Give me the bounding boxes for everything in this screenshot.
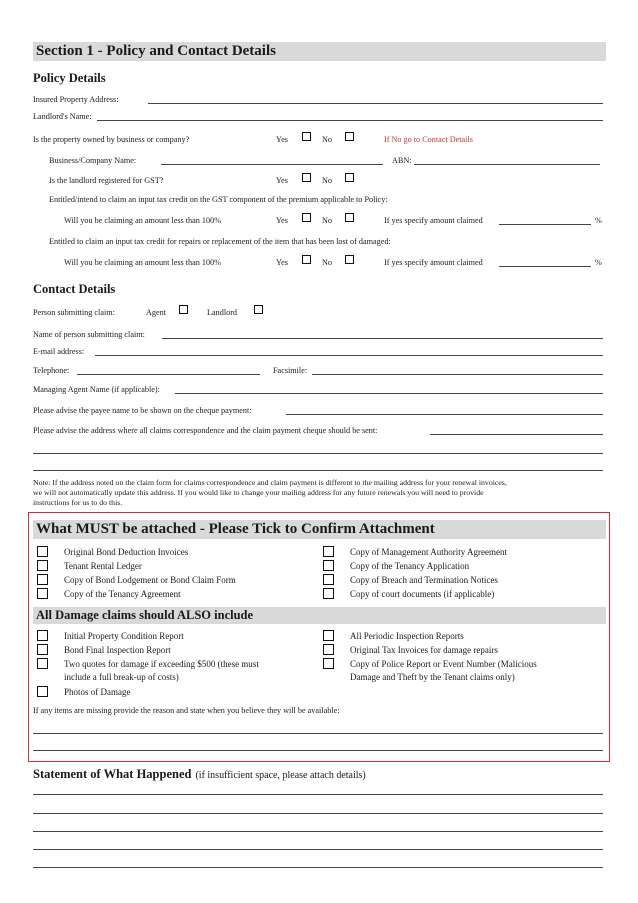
attach-label-management-authority: Copy of Management Authority Agreement (350, 547, 507, 557)
attach-checkbox-management-authority[interactable] (323, 546, 334, 557)
statement-heading (33, 765, 366, 783)
owned-yes-checkbox[interactable] (302, 132, 311, 141)
section-title: Section 1 - Policy and Contact Details (36, 43, 276, 59)
attach-label-bond-deduction: Original Bond Deduction Invoices (64, 547, 189, 557)
attach-checkbox-court-documents[interactable] (323, 588, 334, 599)
attach-checkbox-tenancy-agreement[interactable] (37, 588, 48, 599)
damage-checkbox-periodic-inspection[interactable] (323, 630, 334, 641)
damage-label-tax-invoices: Original Tax Invoices for damage repairs (350, 645, 498, 655)
contact-heading: Contact Details (33, 282, 116, 296)
person-submitting-label: Person submitting claim: (33, 308, 115, 317)
entitled-repairs-text: Entitled to claim an input tax credit for repairs or replacement of the item that has been lost of damaged: (49, 237, 391, 246)
payee-label: Please advise the payee name to be shown on the cheque payment: (33, 406, 252, 415)
email-label: E-mail address: (33, 347, 85, 356)
attach-label-tenancy-agreement: Copy of the Tenancy Agreement (64, 589, 181, 599)
damage-label-two-quotes-2: include a full break-up of costs) (64, 672, 179, 682)
address-field-1[interactable] (430, 434, 603, 435)
business-name-field[interactable] (161, 164, 383, 165)
attach-checkbox-tenancy-application[interactable] (323, 560, 334, 571)
damage-label-police-report-2: Damage and Theft by the Tenant claims only) (350, 672, 515, 682)
attach-label-court-documents: Copy of court documents (if applicable) (350, 589, 495, 599)
address-label: Please advise the address where all claims correspondence and the claim payment cheque should be sent: (33, 426, 378, 435)
managing-agent-label: Managing Agent Name (if applicable): (33, 385, 160, 394)
statement-line-5[interactable] (33, 867, 603, 868)
address-note (33, 478, 605, 508)
attach-label-tenancy-application: Copy of the Tenancy Application (350, 561, 470, 571)
agent-checkbox[interactable] (179, 305, 188, 314)
insured-address-field[interactable] (148, 103, 603, 104)
damage-title: All Damage claims should ALSO include (36, 608, 254, 622)
landlord-checkbox[interactable] (254, 305, 263, 314)
facsimile-field[interactable] (312, 374, 603, 375)
repairs-yes-label: Yes (276, 258, 288, 267)
attach-label-breach-notices: Copy of Breach and Termination Notices (350, 575, 498, 585)
premium-yes-label: Yes (276, 216, 288, 225)
gst-yes-checkbox[interactable] (302, 173, 311, 182)
submitter-name-label: Name of person submitting claim: (33, 330, 145, 339)
repairs-percent: % (595, 258, 602, 267)
premium-no-label: No (322, 216, 333, 225)
landlord-name-field[interactable] (97, 120, 603, 121)
premium-specify-label: If yes specify amount claimed (384, 216, 483, 225)
insured-address-label: Insured Property Address: (33, 95, 119, 104)
attach-checkbox-bond-lodgement[interactable] (37, 574, 48, 585)
premium-percent: % (595, 216, 602, 225)
missing-reason-line-1[interactable] (33, 733, 603, 734)
address-field-2[interactable] (33, 453, 603, 454)
gst-no-label: No (322, 176, 333, 185)
address-field-3[interactable] (33, 470, 603, 471)
premium-no-checkbox[interactable] (345, 213, 354, 222)
damage-label-police-report-1: Copy of Police Report or Event Number (Malicious (350, 659, 537, 669)
damage-label-periodic-inspection: All Periodic Inspection Reports (350, 631, 464, 641)
premium-amount-field[interactable] (499, 224, 591, 225)
damage-label-initial-condition: Initial Property Condition Report (64, 631, 184, 641)
missing-items-note: If any items are missing provide the reason and state when you believe they will be available: (33, 706, 340, 715)
address-note-line-3: instructions for us to do this. (33, 498, 123, 507)
premium-yes-checkbox[interactable] (302, 213, 311, 222)
gst-no-checkbox[interactable] (345, 173, 354, 182)
attach-checkbox-bond-deduction[interactable] (37, 546, 48, 557)
statement-title: Statement of What Happened (33, 767, 192, 781)
attach-label-rental-ledger: Tenant Rental Ledger (64, 561, 142, 571)
damage-checkbox-police-report[interactable] (323, 658, 334, 669)
damage-checkbox-tax-invoices[interactable] (323, 644, 334, 655)
repairs-specify-label: If yes specify amount claimed (384, 258, 483, 267)
payee-field[interactable] (286, 414, 603, 415)
damage-label-photos: Photos of Damage (64, 687, 131, 697)
attach-label-bond-lodgement: Copy of Bond Lodgement or Bond Claim Form (64, 575, 236, 585)
abn-label: ABN: (392, 156, 412, 165)
address-note-line-1: Note: If the address noted on the claim form for claims correspondence and claim payment is different to the mailing address for your renewal invoices, (33, 478, 507, 487)
gst-question: Is the landlord registered for GST? (49, 176, 164, 185)
abn-field[interactable] (414, 164, 600, 165)
policy-heading: Policy Details (33, 71, 106, 85)
attach-checkbox-rental-ledger[interactable] (37, 560, 48, 571)
damage-checkbox-two-quotes[interactable] (37, 658, 48, 669)
agent-label: Agent (146, 308, 167, 317)
damage-checkbox-final-inspection[interactable] (37, 644, 48, 655)
damage-header (33, 607, 606, 624)
section-header (33, 42, 606, 61)
owned-no-checkbox[interactable] (345, 132, 354, 141)
managing-agent-field[interactable] (175, 393, 603, 394)
attachments-header (33, 520, 606, 539)
repairs-no-label: No (322, 258, 333, 267)
attachments-title: What MUST be attached - Please Tick to Confirm Attachment (36, 521, 435, 537)
missing-reason-line-2[interactable] (33, 750, 603, 751)
landlord-label: Landlord (207, 308, 238, 317)
statement-line-2[interactable] (33, 813, 603, 814)
repairs-no-checkbox[interactable] (345, 255, 354, 264)
email-field[interactable] (95, 355, 603, 356)
statement-line-4[interactable] (33, 849, 603, 850)
telephone-label: Telephone: (33, 366, 70, 375)
premium-claim-question: Will you be claiming an amount less than 100% (64, 216, 222, 225)
owned-by-business-question: Is the property owned by business or company? (33, 135, 190, 144)
landlord-name-label: Landlord's Name: (33, 112, 92, 121)
submitter-name-field[interactable] (162, 338, 603, 339)
statement-subtitle: (if insufficient space, please attach details) (195, 770, 366, 781)
damage-label-final-inspection: Bond Final Inspection Report (64, 645, 171, 655)
owned-yes-label: Yes (276, 135, 288, 144)
statement-line-3[interactable] (33, 831, 603, 832)
repairs-amount-field[interactable] (499, 266, 591, 267)
damage-checkbox-photos[interactable] (37, 686, 48, 697)
damage-checkbox-initial-condition[interactable] (37, 630, 48, 641)
owned-no-label: No (322, 135, 333, 144)
address-note-line-2: we will not automatically update this address. If you would like to change your mailing address for any future renewals you will need to provide (33, 488, 484, 497)
repairs-claim-question: Will you be claiming an amount less than 100% (64, 258, 222, 267)
attach-checkbox-breach-notices[interactable] (323, 574, 334, 585)
business-name-label: Business/Company Name: (49, 156, 137, 165)
gst-yes-label: Yes (276, 176, 288, 185)
repairs-yes-checkbox[interactable] (302, 255, 311, 264)
facsimile-label: Facsimile: (273, 366, 308, 375)
if-no-note: If No go to Contact Details (384, 135, 473, 144)
telephone-field[interactable] (77, 374, 260, 375)
entitled-premium-text: Entitled/intend to claim an input tax credit on the GST component of the premium applicable to Policy: (49, 195, 388, 204)
damage-label-two-quotes-1: Two quotes for damage if exceeding $500 (these must (64, 659, 259, 669)
statement-line-1[interactable] (33, 794, 603, 795)
